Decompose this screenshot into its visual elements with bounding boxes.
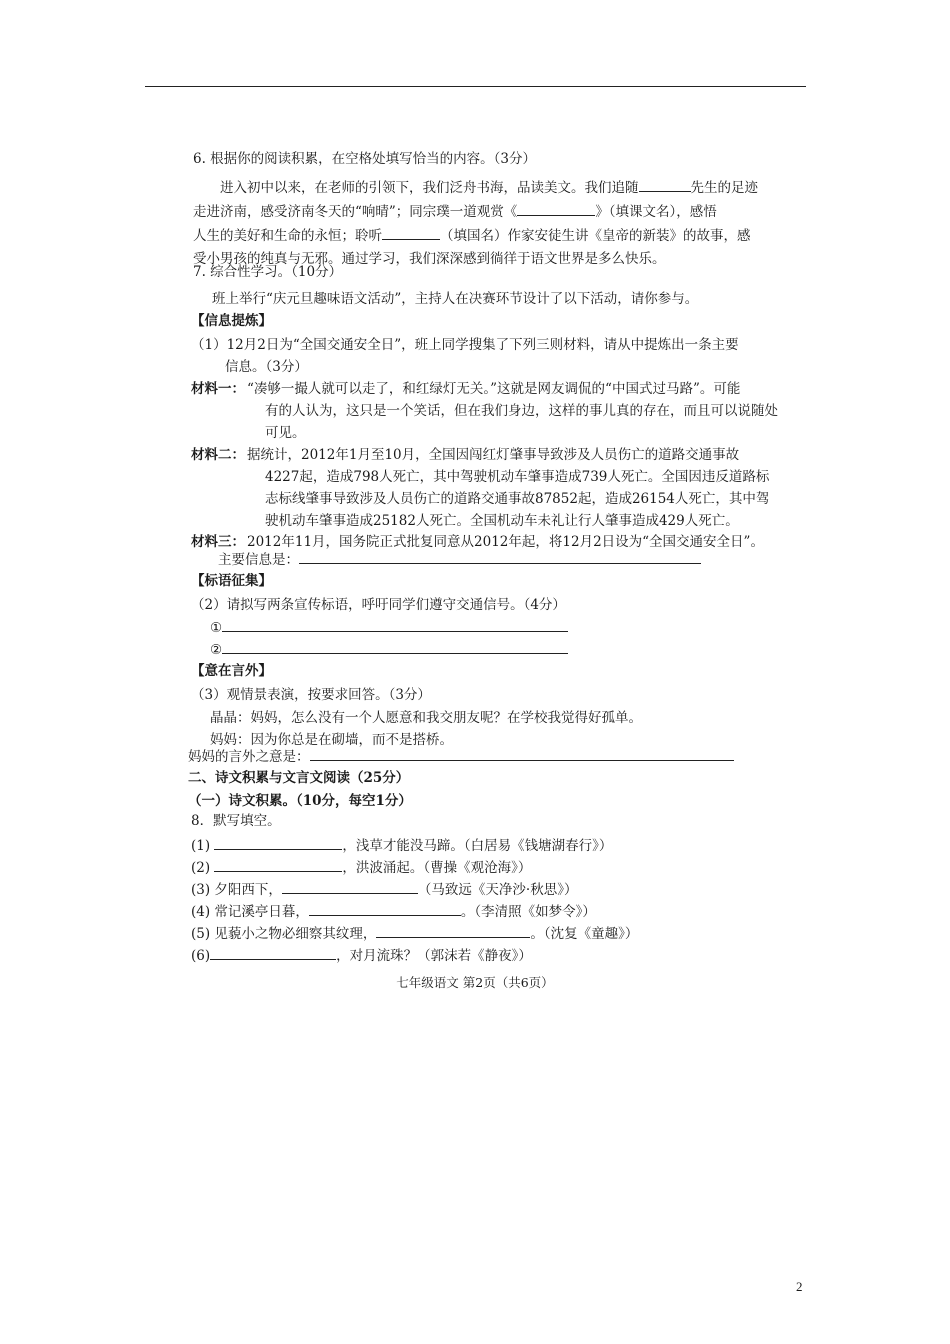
section-info-extract: 【信息提炼】	[191, 313, 272, 329]
slogan-2-blank[interactable]	[222, 640, 568, 654]
dialogue-mother: 妈妈：因为你总是在砌墙，而不是搭桥。	[210, 732, 453, 748]
part2-title: 二、诗文积累与文言文阅读（25分）	[188, 770, 410, 786]
q6-blank-author[interactable]	[639, 178, 691, 192]
q7-part1-line1: （1）12月2日为“全国交通安全日”，班上同学搜集了下列三则材料，请从中提炼出一条主要	[191, 337, 739, 353]
q8-blank-4[interactable]	[309, 902, 461, 916]
q6-blank-title[interactable]	[517, 202, 595, 216]
material-2-line3: 志标线肇事导致涉及人员伤亡的道路交通事故87852起，造成26154人死亡，其中驾	[265, 491, 770, 507]
header-rule	[145, 86, 806, 87]
q8-item-3: (3) 夕阳西下， （马致远《天净沙·秋思》）	[191, 882, 578, 898]
page-number: 2	[796, 1279, 803, 1294]
main-info-line: 主要信息是：	[218, 550, 701, 569]
material-1-label: 材料一：	[191, 381, 245, 397]
slogan-2-line: ②	[210, 640, 568, 659]
material-3-label: 材料三：	[191, 534, 245, 550]
q8-title: 8．默写填空。	[191, 813, 281, 829]
q7-part2: （2）请拟写两条宣传标语，呼吁同学们遵守交通信号。（4分）	[191, 597, 566, 613]
q8-blank-5[interactable]	[376, 924, 530, 938]
section-implication: 【意在言外】	[191, 663, 272, 679]
material-2-line1: 据统计，2012年1月至10月，全国因闯红灯肇事导致涉及人员伤亡的道路交通事故	[247, 447, 740, 463]
material-2-label: 材料二：	[191, 447, 245, 463]
q6-line-2: 走进济南，感受济南冬天的“响晴”；同宗璞一道观赏《 》（填课文名），感悟	[193, 204, 717, 220]
main-info-blank[interactable]	[299, 550, 701, 564]
q7-title: 7. 综合性学习。（10分）	[193, 264, 343, 280]
q7-part3: （3）观情景表演，按要求回答。（3分）	[191, 687, 431, 703]
material-1-line3: 可见。	[265, 425, 306, 441]
q6-title: 6. 根据你的阅读积累，在空格处填写恰当的内容。（3分）	[193, 151, 537, 167]
q6-line-3: 人生的美好和生命的永恒；聆听 （填国名）作家安徒生讲《皇帝的新装》的故事，感	[193, 228, 751, 244]
q8-blank-6[interactable]	[210, 946, 336, 960]
material-2-line4: 驶机动车肇事造成25182人死亡。全国机动车未礼让行人肇事造成429人死亡。	[265, 513, 739, 529]
q8-item-2: (2) ，洪波涌起。（曹操《观沧海》）	[191, 860, 532, 876]
q6-blank-country[interactable]	[382, 226, 440, 240]
q8-blank-3[interactable]	[282, 880, 418, 894]
q7-part1-line2: 信息。（3分）	[225, 359, 308, 375]
q8-item-6: (6) ，对月流珠？（郭沫若《静夜》）	[191, 948, 532, 964]
material-1-line2: 有的人认为，这只是一个笑话，但在我们身边，这样的事儿真的存在，而且可以说随处	[265, 403, 778, 419]
material-3-line1: 2012年11月，国务院正式批复同意从2012年起，将12月2日设为“全国交通安全日”。	[247, 534, 764, 550]
slogan-1-line: ①	[210, 618, 568, 637]
implication-answer-line: 妈妈的言外之意是：	[188, 747, 734, 766]
implication-answer-blank[interactable]	[310, 747, 734, 761]
q7-intro: 班上举行“庆元旦趣味语文活动”，主持人在决赛环节设计了以下活动，请你参与。	[212, 291, 699, 307]
q6-line-4: 受小男孩的纯真与无邪。通过学习，我们深深感到徜徉于语文世界是多么快乐。	[193, 251, 666, 267]
q8-item-4: (4) 常记溪亭日暮， 。（李清照《如梦令》）	[191, 904, 596, 920]
q6-line-1: 进入初中以来，在老师的引领下，我们泛舟书海，品读美文。我们追随 先生的足迹	[220, 180, 758, 196]
section-slogan: 【标语征集】	[191, 573, 272, 589]
dialogue-jingjing: 晶晶：妈妈，怎么没有一个人愿意和我交朋友呢？在学校我觉得好孤单。	[210, 710, 642, 726]
q8-item-1: (1) ，浅草才能没马蹄。（白居易《钱塘湖春行》）	[191, 838, 613, 854]
material-1-line1: “凑够一撮人就可以走了，和红绿灯无关。”这就是网友调侃的“中国式过马路”。可能	[247, 381, 741, 397]
material-2-line2: 4227起，造成798人死亡，其中驾驶机动车肇事造成739人死亡。全国因违反道路标	[265, 469, 770, 485]
page-footer: 七年级语文 第2页（共6页）	[396, 975, 554, 990]
slogan-1-blank[interactable]	[222, 618, 568, 632]
part2-subtitle: （一）诗文积累。（10分，每空1分）	[188, 793, 412, 809]
q8-item-5: (5) 见藐小之物必细察其纹理， 。（沈复《童趣》）	[191, 926, 639, 942]
q8-blank-1[interactable]	[214, 836, 342, 850]
q8-blank-2[interactable]	[214, 858, 342, 872]
